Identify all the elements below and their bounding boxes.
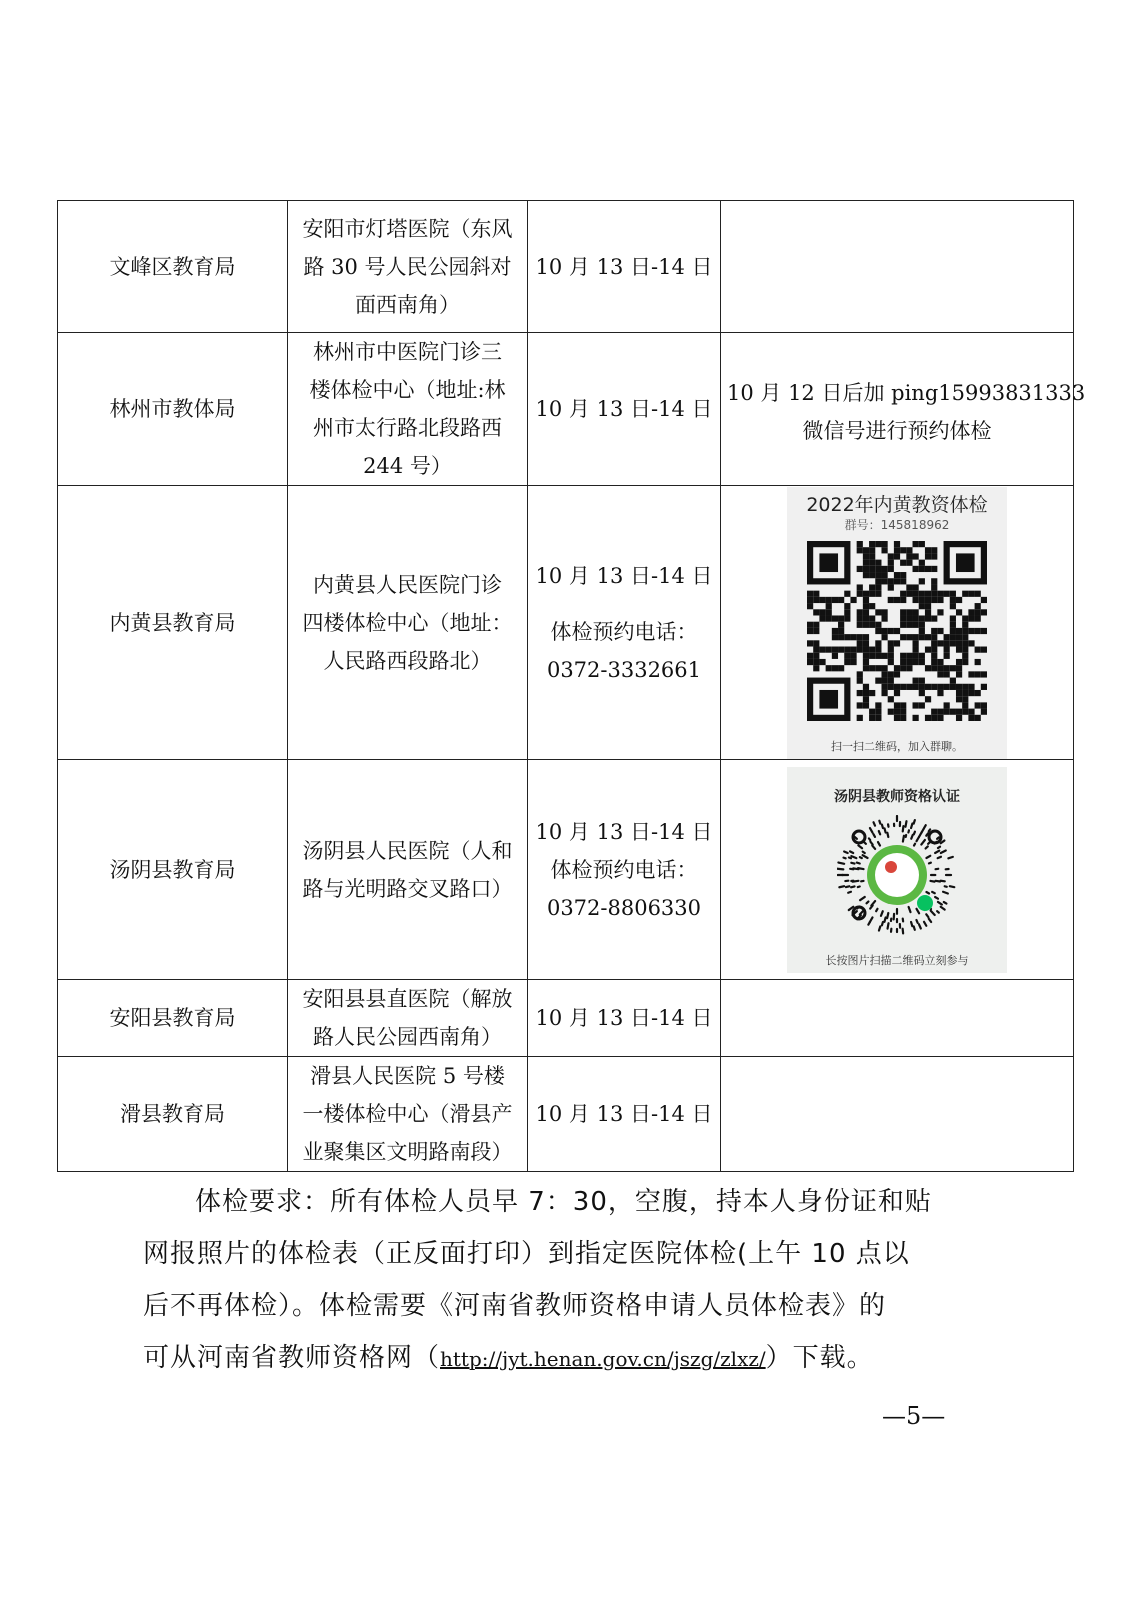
table-row bbox=[58, 201, 1074, 333]
neihuang-qr-image bbox=[787, 487, 1007, 759]
table-row bbox=[58, 486, 1074, 760]
hospital-cell: 内黄县人民医院门诊 四楼体检中心（地址： 人民路西段路北） bbox=[288, 486, 528, 760]
hospital-cell: 滑县人民医院 5 号楼 一楼体检中心（滑县产 业聚集区文明路南段） bbox=[288, 1057, 528, 1172]
date-cell: 10 月 13 日-14 日 bbox=[528, 1057, 721, 1172]
date-cell: 10 月 13 日-14 日 体检预约电话： 0372-3332661 bbox=[528, 486, 721, 760]
exam-requirements-paragraph: 体检要求：所有体检人员早 7：30，空腹，持本人身份证和贴 网报照片的体检表（正反面打印）到指定医院体检(上午 10 点以 后不再体检）。体检需要《河南省教师资格申请人员体检表》的 可从河南省教师资格网（http://jyt.henan.gov.cn/jszg/zlxz/）下载。 bbox=[143, 1187, 932, 1373]
note-cell bbox=[721, 1057, 1074, 1172]
note-cell bbox=[721, 486, 1074, 760]
table-row bbox=[58, 1057, 1074, 1172]
date-cell: 10 月 13 日-14 日 bbox=[528, 980, 721, 1057]
page-number: —5— bbox=[882, 1402, 946, 1430]
bureau-cell: 滑县教育局 bbox=[58, 1057, 288, 1172]
hospital-cell: 安阳县县直医院（解放 路人民公园西南角） bbox=[288, 980, 528, 1057]
note-cell bbox=[721, 980, 1074, 1057]
qr-group-number: 群号：145818962 bbox=[844, 517, 950, 532]
note-cell: 10 月 12 日后加 ping15993831333 微信号进行预约体检 bbox=[721, 333, 1074, 486]
hospital-cell: 安阳市灯塔医院（东风 路 30 号人民公园斜对 面西南角） bbox=[288, 201, 528, 333]
date-cell: 10 月 13 日-14 日 体检预约电话： 0372-8806330 bbox=[528, 760, 721, 980]
bureau-cell: 安阳县教育局 bbox=[58, 980, 288, 1057]
bureau-cell: 文峰区教育局 bbox=[58, 201, 288, 333]
note-cell bbox=[721, 201, 1074, 333]
hospital-cell: 林州市中医院门诊三 楼体检中心（地址:林 州市太行路北段路西 244 号） bbox=[288, 333, 528, 486]
qr-title: 汤阴县教师资格认证 bbox=[834, 788, 960, 805]
note-cell bbox=[721, 760, 1074, 980]
table-row bbox=[58, 760, 1074, 980]
date-cell: 10 月 13 日-14 日 bbox=[528, 333, 721, 486]
qr-code-icon bbox=[807, 541, 987, 721]
wechat-miniprogram-code-icon bbox=[837, 815, 957, 935]
qr-title: 2022年内黄教资体检 bbox=[806, 493, 988, 516]
bureau-cell: 汤阴县教育局 bbox=[58, 760, 288, 980]
bureau-cell: 内黄县教育局 bbox=[58, 486, 288, 760]
qr-caption: 扫一扫二维码，加入群聊。 bbox=[831, 739, 963, 753]
bureau-cell: 林州市教体局 bbox=[58, 333, 288, 486]
table-row bbox=[58, 333, 1074, 486]
table-row bbox=[58, 980, 1074, 1057]
download-link[interactable]: http://jyt.henan.gov.cn/jszg/zlxz/ bbox=[440, 1347, 766, 1371]
date-cell: 10 月 13 日-14 日 bbox=[528, 201, 721, 333]
tangyin-miniprogram-code-image bbox=[787, 767, 1007, 973]
qr-caption: 长按图片扫描二维码立刻参与 bbox=[825, 953, 969, 967]
hospital-cell: 汤阴县人民医院（人和 路与光明路交叉路口） bbox=[288, 760, 528, 980]
exam-schedule-table bbox=[57, 200, 1086, 1172]
